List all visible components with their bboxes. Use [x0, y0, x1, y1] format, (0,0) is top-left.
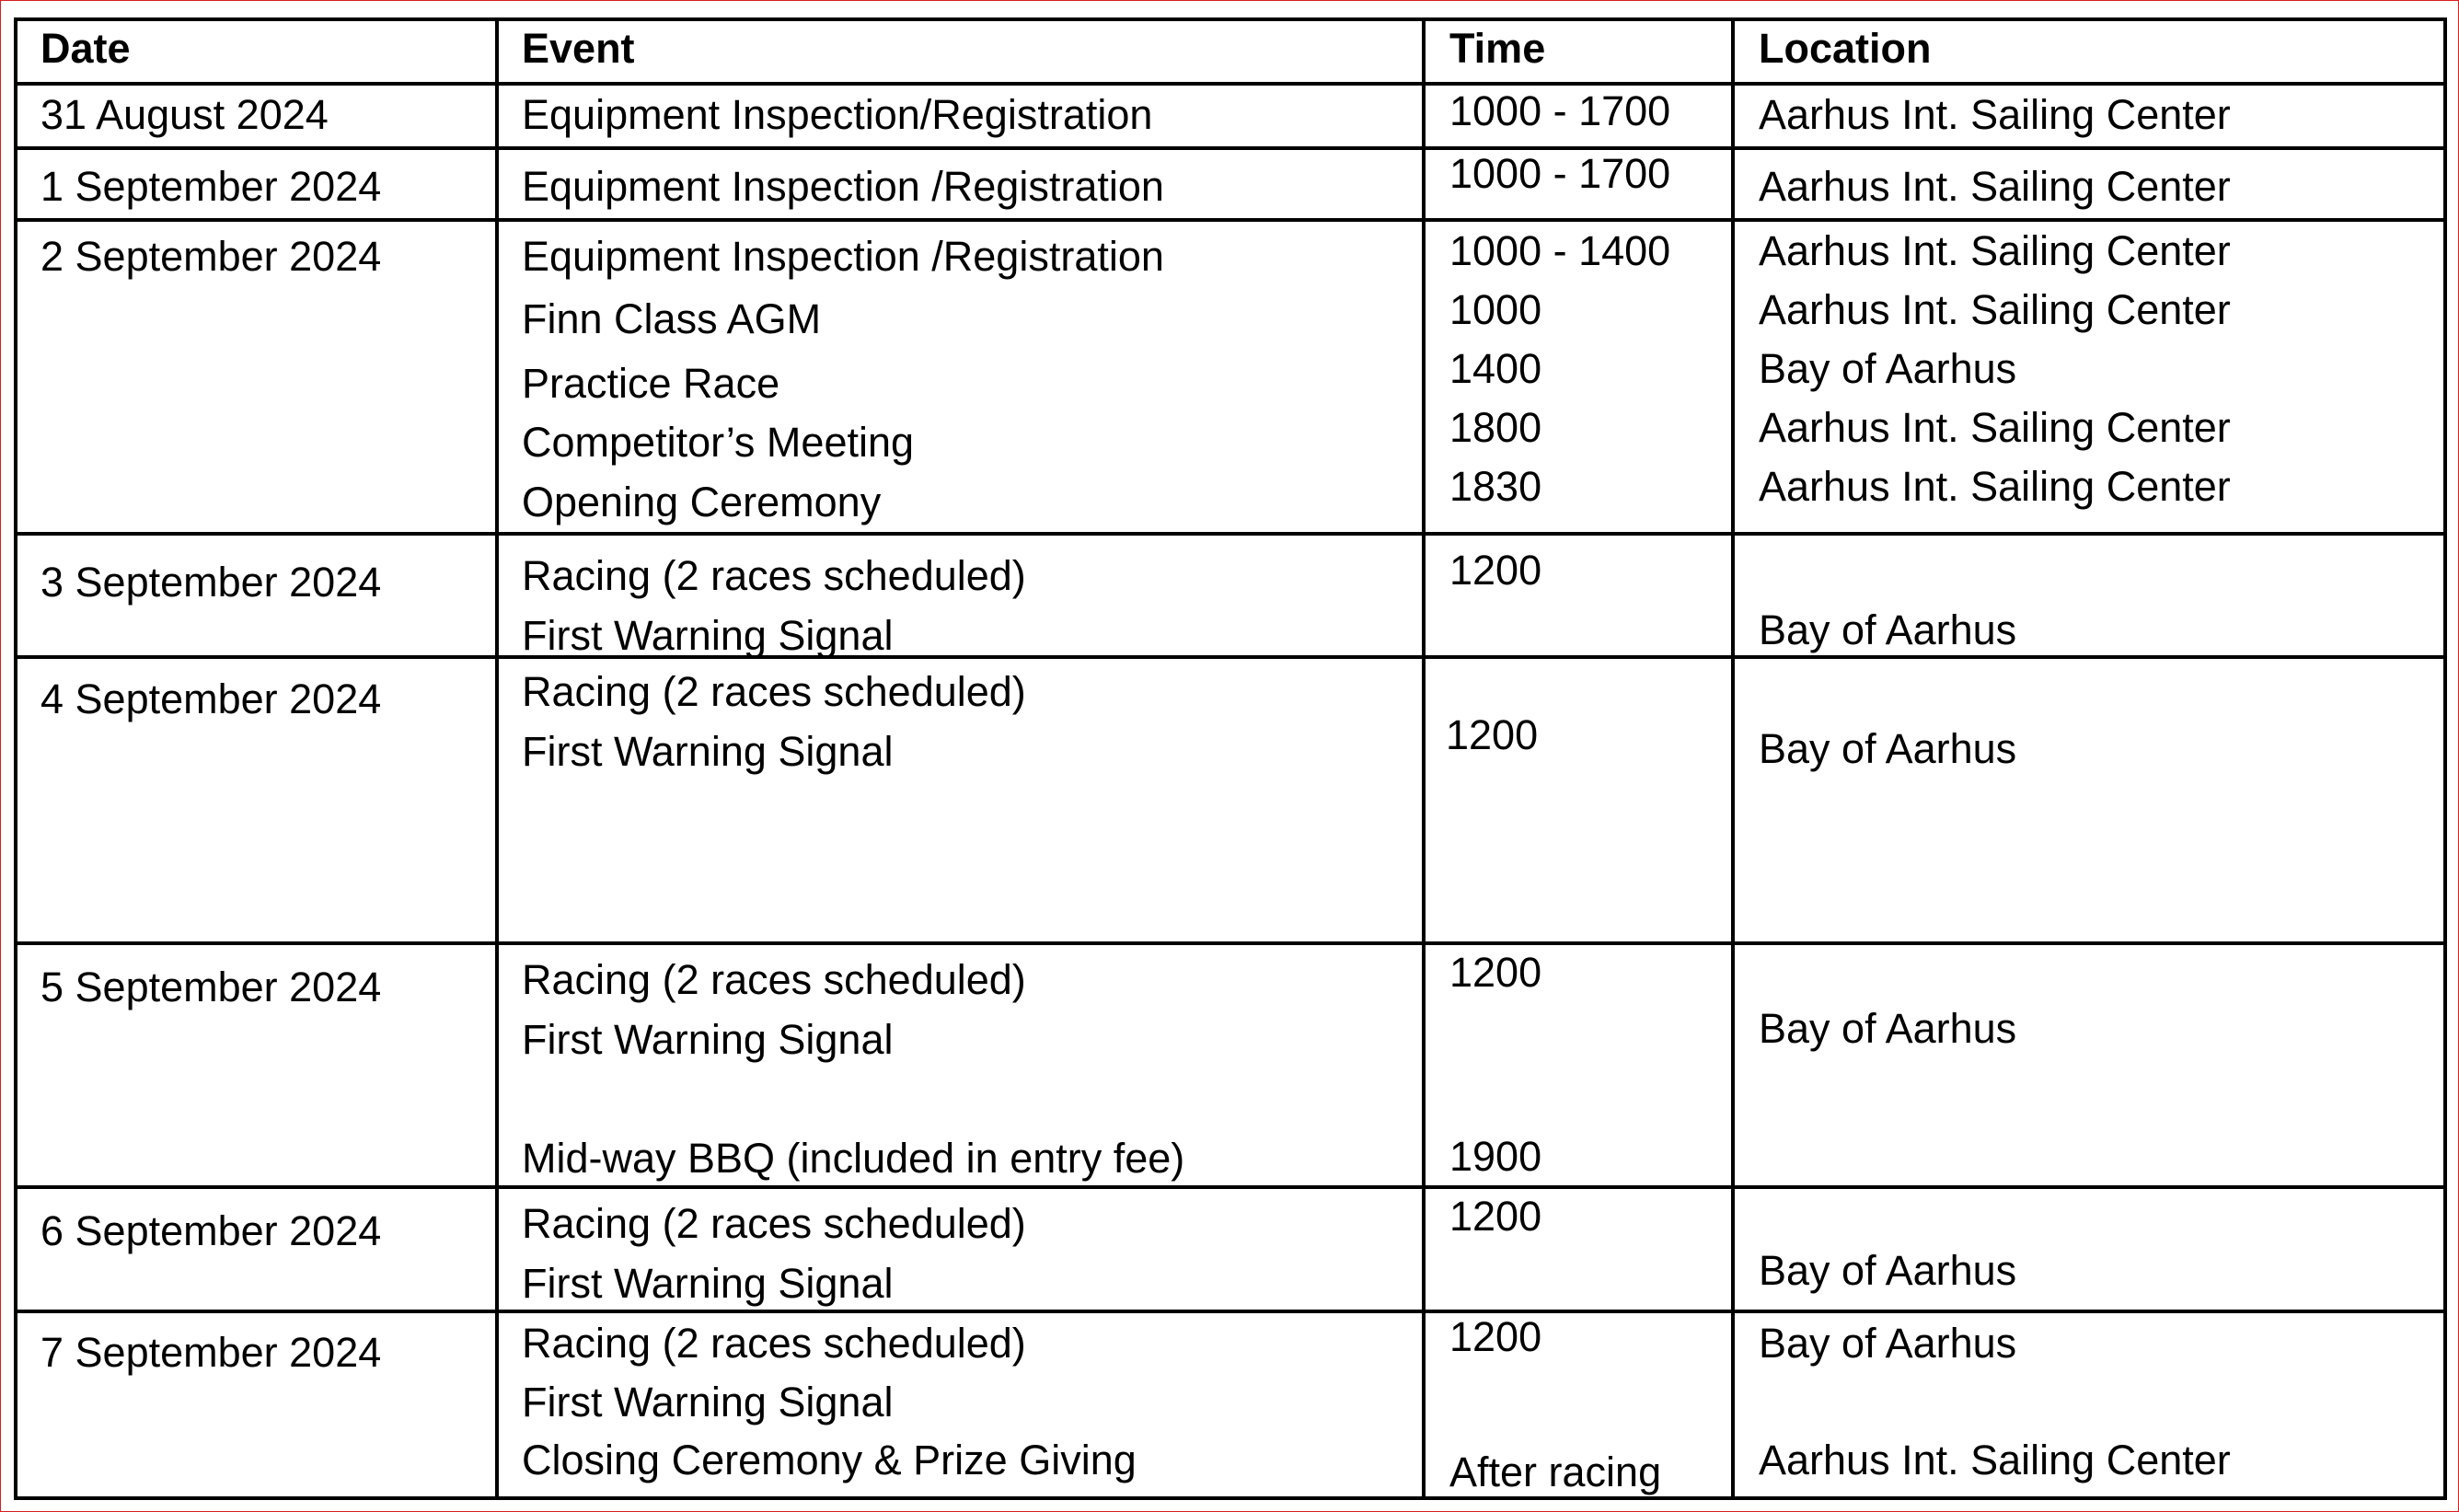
- row-event: Finn Class AGM: [522, 295, 822, 342]
- row-location: Bay of Aarhus: [1759, 606, 2017, 653]
- row-date: 5 September 2024: [40, 964, 382, 1010]
- row-event: Practice Race: [522, 360, 780, 407]
- row-time: 1200: [1449, 1193, 1542, 1240]
- row-time: 1200: [1446, 711, 1539, 758]
- table-header-row: [17, 21, 2443, 86]
- header-time: Time: [1449, 25, 1546, 72]
- row-date: 7 September 2024: [40, 1329, 382, 1376]
- column-divider: [1422, 21, 1426, 1496]
- row-date: 2 September 2024: [40, 233, 382, 280]
- row-event: First Warning Signal: [522, 1379, 894, 1425]
- row-time: 1830: [1449, 463, 1542, 510]
- table-row: [17, 150, 2443, 222]
- row-time: 1000 - 1400: [1449, 227, 1671, 274]
- row-date: 1 September 2024: [40, 163, 382, 210]
- row-location: Bay of Aarhus: [1759, 1005, 2017, 1052]
- row-event: Closing Ceremony & Prize Giving: [522, 1437, 1137, 1483]
- row-event: Racing (2 races scheduled): [522, 956, 1026, 1003]
- row-date: 6 September 2024: [40, 1207, 382, 1254]
- row-event: Opening Ceremony: [522, 479, 882, 525]
- row-location: Bay of Aarhus: [1759, 1247, 2017, 1294]
- row-time: 1200: [1449, 949, 1542, 996]
- table-row: [17, 1313, 2443, 1496]
- row-event: Competitor’s Meeting: [522, 419, 915, 466]
- header-event: Event: [522, 25, 635, 72]
- row-event: First Warning Signal: [522, 612, 894, 659]
- row-location: Aarhus Int. Sailing Center: [1759, 1437, 2231, 1483]
- row-time: 1000 - 1700: [1449, 87, 1671, 134]
- row-event: First Warning Signal: [522, 1016, 894, 1063]
- row-time: 1200: [1449, 547, 1542, 594]
- row-location: Aarhus Int. Sailing Center: [1759, 286, 2231, 333]
- header-date: Date: [40, 25, 131, 72]
- table-row: [17, 222, 2443, 536]
- row-location: Aarhus Int. Sailing Center: [1759, 227, 2231, 274]
- header-location: Location: [1759, 25, 1932, 72]
- schedule-table: [14, 17, 2447, 1500]
- row-date: 31 August 2024: [40, 91, 329, 138]
- row-location: Aarhus Int. Sailing Center: [1759, 163, 2231, 210]
- row-location: Aarhus Int. Sailing Center: [1759, 91, 2231, 138]
- row-time: 1900: [1449, 1133, 1542, 1180]
- column-divider: [1731, 21, 1735, 1496]
- row-event: Racing (2 races scheduled): [522, 1320, 1026, 1367]
- row-time: 1000 - 1700: [1449, 150, 1671, 197]
- row-event: First Warning Signal: [522, 728, 894, 775]
- row-event: Racing (2 races scheduled): [522, 1200, 1026, 1247]
- row-event: Equipment Inspection/Registration: [522, 91, 1153, 138]
- row-event: Racing (2 races scheduled): [522, 552, 1026, 599]
- table-row: [17, 86, 2443, 150]
- row-time: 1200: [1449, 1313, 1542, 1360]
- column-divider: [495, 21, 499, 1496]
- row-date: 3 September 2024: [40, 559, 382, 606]
- table-row: [17, 659, 2443, 945]
- row-location: Bay of Aarhus: [1759, 1320, 2017, 1367]
- row-event: First Warning Signal: [522, 1260, 894, 1307]
- row-time: 1400: [1449, 345, 1542, 392]
- row-location: Aarhus Int. Sailing Center: [1759, 404, 2231, 451]
- row-location: Aarhus Int. Sailing Center: [1759, 463, 2231, 510]
- table-row: [17, 945, 2443, 1189]
- row-location: Bay of Aarhus: [1759, 725, 2017, 772]
- row-event: Mid-way BBQ (included in entry fee): [522, 1135, 1185, 1182]
- row-event: Equipment Inspection /Registration: [522, 163, 1164, 210]
- row-location: Bay of Aarhus: [1759, 345, 2017, 392]
- table-row: [17, 1189, 2443, 1313]
- table-row: [17, 536, 2443, 659]
- row-time: After racing: [1449, 1449, 1662, 1495]
- row-event: Racing (2 races scheduled): [522, 668, 1026, 715]
- row-date: 4 September 2024: [40, 675, 382, 722]
- row-time: 1800: [1449, 404, 1542, 451]
- row-time: 1000: [1449, 286, 1542, 333]
- row-event: Equipment Inspection /Registration: [522, 233, 1164, 280]
